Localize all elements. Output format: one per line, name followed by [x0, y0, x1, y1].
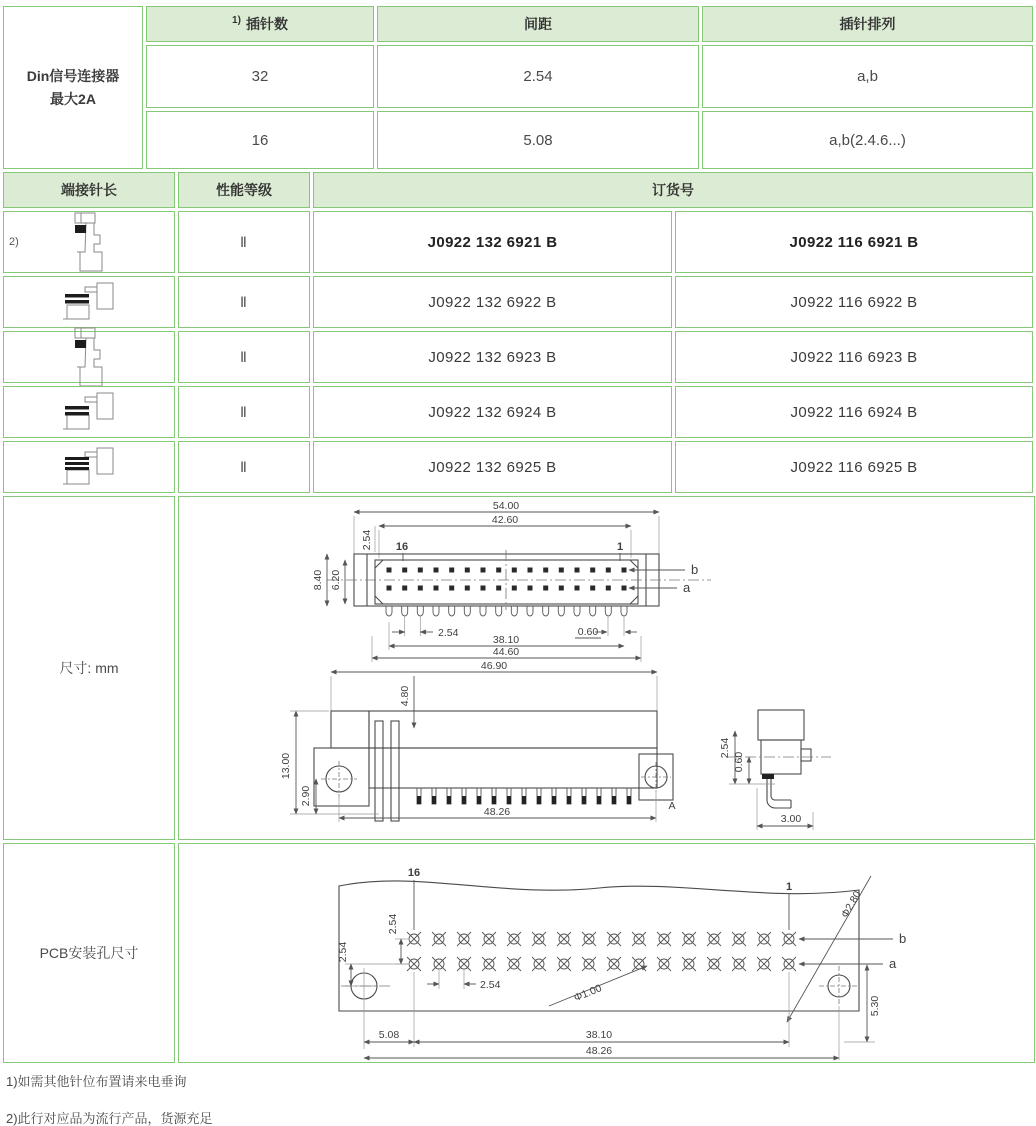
- dim-label: 2.90: [300, 785, 312, 807]
- grade-value: Ⅱ: [178, 276, 310, 328]
- dim-label: 0.60: [577, 626, 599, 638]
- right-angle-connector-profile-icon: [61, 389, 117, 435]
- pcb-section-label: PCB安装孔尺寸: [3, 843, 175, 1063]
- grade-value: Ⅱ: [178, 331, 310, 383]
- pin-length-icon-cell: [3, 331, 175, 383]
- dim-label: 2.54: [337, 941, 349, 963]
- header-pin-length: 端接针长: [3, 172, 175, 208]
- header-grade: 性能等级: [178, 172, 310, 208]
- dimension-drawing-cell: [178, 496, 1035, 840]
- dim-label: 38.10: [492, 634, 520, 646]
- dim-label: 38.10: [585, 1029, 613, 1041]
- pin-tails: [386, 606, 627, 616]
- pitch-value: 2.54: [377, 45, 699, 108]
- row-a-label: a: [683, 580, 691, 595]
- pin-number-16: 16: [395, 541, 409, 553]
- product-title-cell: [3, 6, 143, 169]
- pitch-value: 5.08: [377, 111, 699, 169]
- dim-label: 2.54: [480, 979, 501, 991]
- row-a-label: a: [889, 956, 897, 971]
- pcb-drawing-cell: [178, 843, 1035, 1063]
- order-number-32pin: J0922 132 6921 B: [313, 211, 672, 273]
- order-row: [3, 211, 1033, 273]
- dim-label: 46.90: [480, 660, 508, 672]
- order-number-16pin: J0922 116 6923 B: [675, 331, 1033, 383]
- pin-number-1: 1: [616, 541, 624, 553]
- pcb-section: [3, 843, 1033, 1063]
- spec-table: [3, 6, 1033, 169]
- pin-length-icon-cell: [3, 386, 175, 438]
- pin-length-icon-cell: [3, 211, 175, 273]
- dim-label: 54.00: [492, 500, 520, 512]
- footnotes: [3, 1075, 1033, 1126]
- order-number-32pin: J0922 132 6922 B: [313, 276, 672, 328]
- dim-label: 3.00: [780, 813, 802, 825]
- order-number-16pin: J0922 116 6921 B: [675, 211, 1033, 273]
- grade-value: Ⅱ: [178, 441, 310, 493]
- order-number-16pin: J0922 116 6925 B: [675, 441, 1033, 493]
- order-number-16pin: J0922 116 6924 B: [675, 386, 1033, 438]
- dim-label: 2.54: [387, 913, 399, 935]
- order-number-32pin: J0922 132 6925 B: [313, 441, 672, 493]
- pins-value: 32: [146, 45, 374, 108]
- product-rating: 最大2A: [50, 90, 96, 107]
- footnote-2: 2)此行对应品为流行产品，货源充足: [6, 1111, 213, 1126]
- pin-length-icon-cell: [3, 276, 175, 328]
- order-number-16pin: J0922 116 6922 B: [675, 276, 1033, 328]
- dim-label: 2.54: [719, 737, 731, 759]
- dimension-section-label: 尺寸: mm: [3, 496, 175, 840]
- order-row: [3, 441, 1033, 493]
- product-name: Din信号连接器: [26, 68, 120, 85]
- pcb-view-drawing: [337, 867, 906, 1060]
- dim-label: 2.54: [361, 529, 373, 551]
- pin-number-16: 16: [407, 867, 421, 879]
- pins-value: 16: [146, 111, 374, 169]
- order-number-32pin: J0922 132 6923 B: [313, 331, 672, 383]
- row-b-label: b: [899, 931, 907, 946]
- arrangement-value: a,b: [702, 45, 1033, 108]
- pin-hole-diameter-label: Φ1.00: [572, 982, 604, 1005]
- section-view-drawing: [280, 660, 676, 822]
- footnote-marker-2: 2): [9, 236, 19, 248]
- solder-pins: [417, 788, 631, 804]
- dimension-section: [3, 496, 1033, 840]
- vertical-connector-profile-icon: [66, 325, 112, 389]
- right-angle-connector-profile-icon: [61, 279, 117, 325]
- order-row: [3, 276, 1033, 328]
- grade-value: Ⅱ: [178, 386, 310, 438]
- mount-hole-diameter-label: Φ2.80: [838, 889, 864, 920]
- pin-length-icon-cell: [3, 441, 175, 493]
- header-pin-count: 1) 插针数: [146, 6, 374, 42]
- footnote-1: 1)如需其他针位布置请来电垂询: [6, 1074, 187, 1089]
- order-row: [3, 331, 1033, 383]
- dim-label: 13.00: [280, 752, 292, 780]
- header-arrangement: 插针排列: [702, 6, 1033, 42]
- row-b-label: b: [691, 562, 699, 577]
- order-row: [3, 386, 1033, 438]
- dim-label: 4.80: [399, 685, 411, 707]
- dim-label: 44.60: [492, 646, 520, 658]
- pin-contacts: [387, 568, 627, 591]
- order-number-32pin: J0922 132 6924 B: [313, 386, 672, 438]
- pin-number-1: 1: [785, 881, 793, 893]
- arrangement-value: a,b(2.4.6...): [702, 111, 1033, 169]
- dim-label: 6.20: [330, 569, 342, 591]
- section-hole-label: A: [668, 800, 676, 812]
- footnote-marker-1: 1): [232, 14, 241, 26]
- order-table-header: [3, 172, 1033, 208]
- vertical-connector-profile-icon: [66, 210, 112, 274]
- dim-label: 8.40: [312, 569, 324, 591]
- right-angle-connector-profile-icon: [61, 444, 117, 490]
- header-pitch: 间距: [377, 6, 699, 42]
- header-order-no: 订货号: [313, 172, 1033, 208]
- dim-label: 42.60: [491, 514, 519, 526]
- dim-label: 5.08: [378, 1029, 400, 1041]
- dimension-drawings: [179, 496, 1034, 840]
- pcb-hole-drawing: [179, 844, 1034, 1062]
- dim-label: 2.54: [438, 627, 459, 639]
- dim-label: 5.30: [869, 995, 881, 1017]
- dim-label: 0.60: [733, 751, 745, 773]
- grade-value: Ⅱ: [178, 211, 310, 273]
- front-view-drawing: [312, 500, 711, 662]
- end-view-drawing: [719, 710, 831, 830]
- dim-label: 48.26: [585, 1045, 613, 1057]
- pin-holes: [407, 932, 796, 971]
- dim-label: 48.26: [483, 806, 511, 818]
